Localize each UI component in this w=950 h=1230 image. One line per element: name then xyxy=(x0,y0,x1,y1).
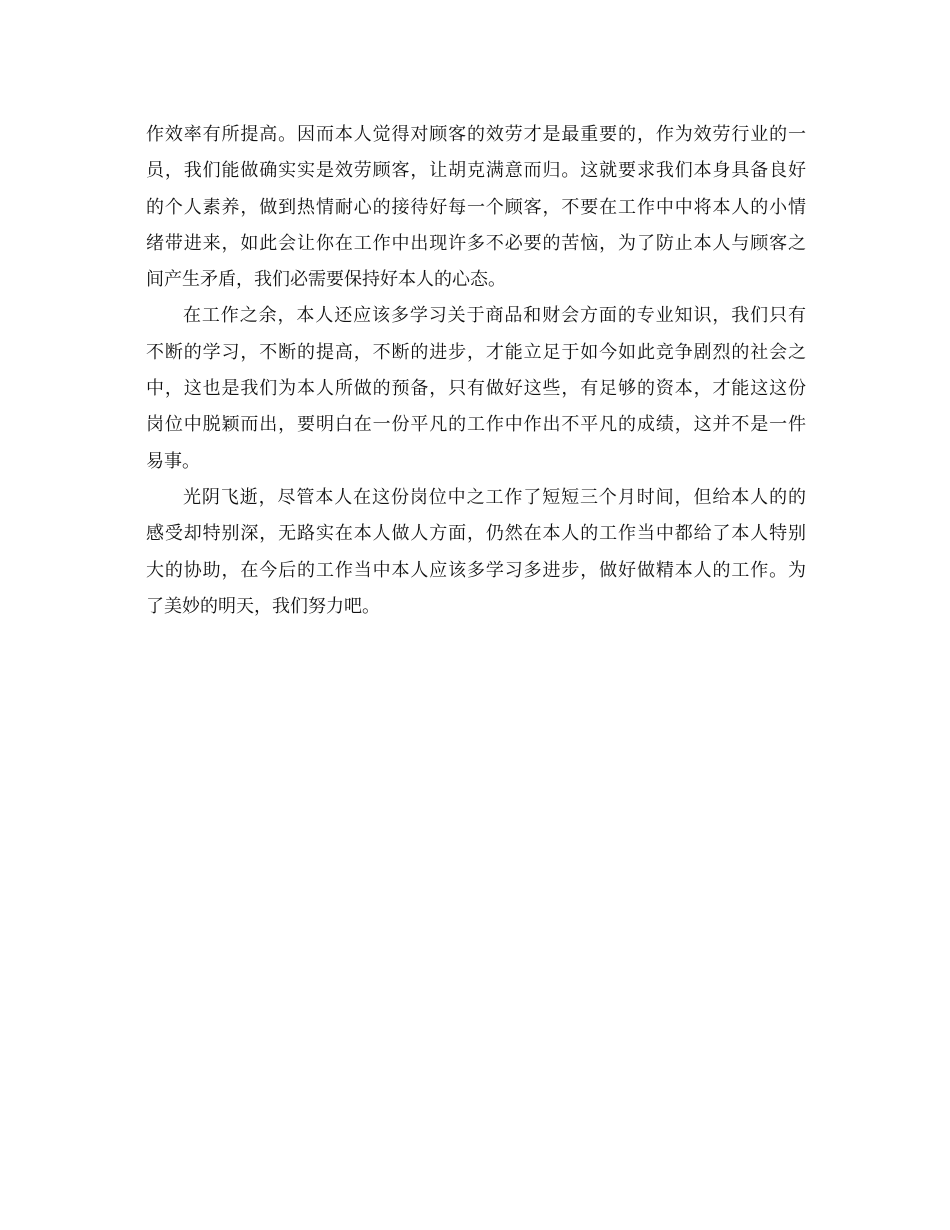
paragraph-2-line-2: 不断的学习，不断的提高，不断的进步，才能立足于如今如此竞争剧烈的社会之 xyxy=(146,341,806,363)
paragraph-3-line-2: 感受却特别深，无路实在本人做人方面，仍然在本人的工作当中都给了本人特别 xyxy=(146,523,806,545)
paragraph-2-line-5: 易事。 xyxy=(146,450,200,472)
paragraph-1-line-3: 的个人素养，做到热情耐心的接待好每一个顾客，不要在工作中中将本人的小情 xyxy=(146,196,806,218)
paragraph-3-line-1: 光阴飞逝，尽管本人在这份岗位中之工作了短短三个月时间，但给本人的的 xyxy=(183,486,806,508)
paragraph-2-line-1: 在工作之余，本人还应该多学习关于商品和财会方面的专业知识，我们只有 xyxy=(183,305,806,327)
paragraph-1-line-5: 间产生矛盾，我们必需要保持好本人的心态。 xyxy=(146,269,506,291)
paragraph-1-line-4: 绪带进来，如此会让你在工作中出现许多不必要的苦恼，为了防止本人与顾客之 xyxy=(146,232,806,254)
paragraph-3-line-3: 大的协助，在今后的工作当中本人应该多学习多进步，做好做精本人的工作。为 xyxy=(146,559,806,581)
paragraph-2-line-3: 中，这也是我们为本人所做的预备，只有做好这些，有足够的资本，才能这这份 xyxy=(146,378,806,400)
paragraph-2-line-4: 岗位中脱颖而出，要明白在一份平凡的工作中作出不平凡的成绩，这并不是一件 xyxy=(146,414,806,436)
document-body xyxy=(146,117,806,625)
paragraph-1-line-2: 员，我们能做确实实是效劳顾客，让胡克满意而归。这就要求我们本身具备良好 xyxy=(146,160,806,182)
paragraph-3-line-4: 了美妙的明天，我们努力吧。 xyxy=(146,595,380,617)
paragraph-1-line-1: 作效率有所提高。因而本人觉得对顾客的效劳才是最重要的，作为效劳行业的一 xyxy=(146,124,806,145)
